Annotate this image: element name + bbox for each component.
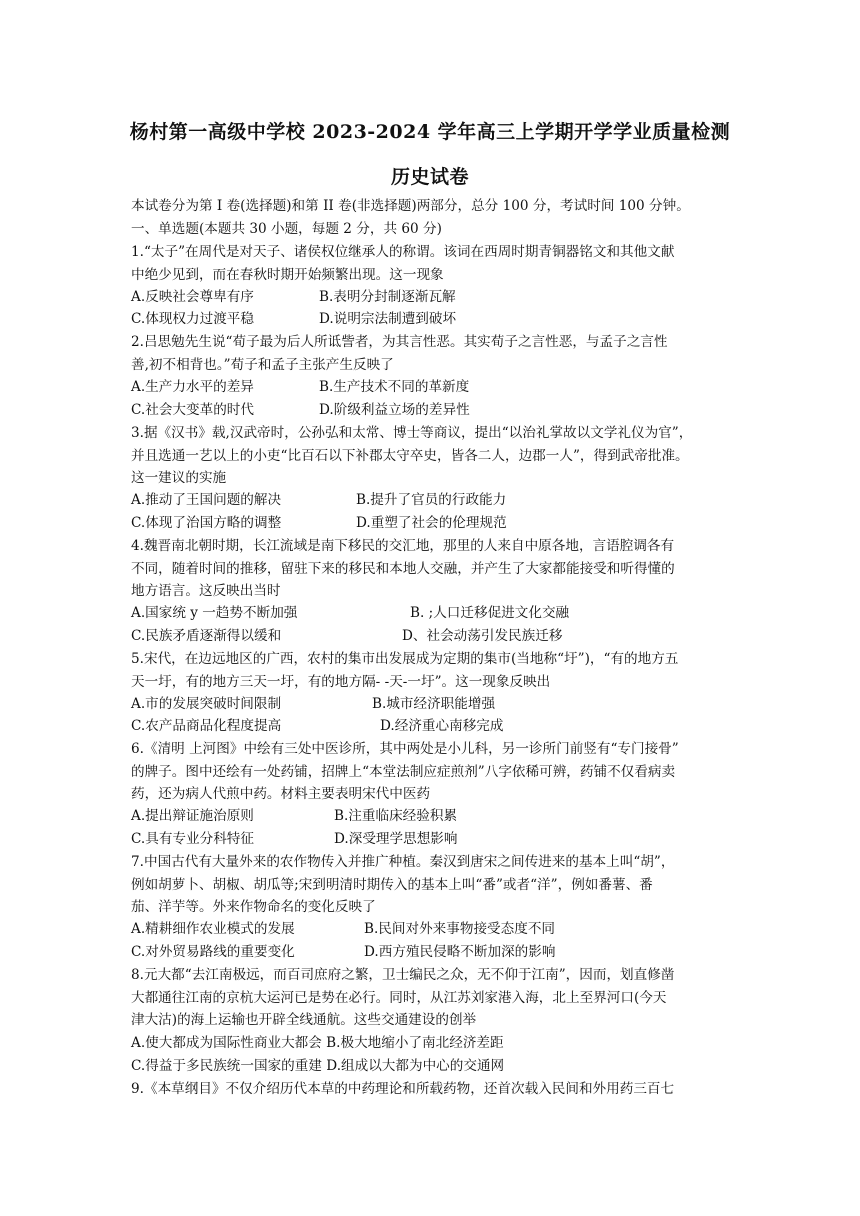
question-3-stem-line-1: 3.据《汉书》载,汉武帝时，公孙弘和太常、博士等商议，提出“以治礼掌故以文学礼仪为官”，	[131, 425, 693, 441]
question-3-stem-line-2: 并且选通一艺以上的小吏“比百石以下补郡太守卒史，皆各二人，边郡一人”，得到武帝批准。	[131, 448, 689, 464]
exam-subtitle: 历史试卷	[390, 166, 469, 188]
question-4-option-b: B. ;人口迁移促进文化交融	[410, 605, 570, 621]
question-4-stem-line-2: 不同，随着时间的推移，留驻下来的移民和本地人交融，并产生了大家都能接受和听得懂的	[131, 561, 675, 577]
question-4-stem-line-1: 4.魏晋南北朝时期，长江流域是南下移民的交汇地，那里的人来自中原各地，言语腔调各有	[131, 538, 675, 554]
question-6-option-c: C.具有专业分科特征	[131, 831, 254, 847]
question-2-option-c: C.社会大变革的时代	[131, 402, 254, 418]
question-8-stem-line-2: 大都通往江南的京杭大运河已是势在必行。同时，从江苏刘家港入海，北上至界河口(今天	[131, 990, 667, 1006]
question-4-option-c: C.民族矛盾逐渐得以缓和	[131, 628, 282, 644]
question-3-option-a: A.推动了王国问题的解决	[131, 492, 282, 508]
question-2-stem-line-1: 2.吕思勉先生说“荀子最为后人所诋訾者，为其言性恶。其实荀子之言性恶，与孟子之言性	[131, 334, 668, 350]
question-7-option-d: D.西方殖民侵略不断加深的影响	[364, 944, 556, 960]
question-1-option-d: D.说明宗法制遭到破坏	[319, 311, 457, 327]
question-6-option-b: B.注重临床经验积累	[334, 808, 458, 824]
question-3-option-d: D.重塑了社会的伦理规范	[356, 515, 507, 531]
question-2-option-d: D.阶级利益立场的差异性	[319, 402, 470, 418]
question-7-stem-line-2: 例如胡萝卜、胡椒、胡瓜等;宋到明清时期传入的基本上叫“番”或者“洋”，例如番薯、番	[131, 877, 653, 893]
question-4-option-d: D、社会动荡引发民族迁移	[402, 628, 563, 644]
question-8-stem-line-3: 津大沽)的海上运输也开辟全线通航。这些交通建设的创举	[131, 1012, 477, 1028]
question-8-options-line-2: C.得益于多民族统一国家的重建 D.组成以大都为中心的交通网	[131, 1058, 505, 1074]
question-4-stem-line-3: 地方语言。这反映出当时	[131, 583, 281, 599]
question-3-option-c: C.体现了治国方略的调整	[131, 515, 282, 531]
question-6-option-a: A.提出辩证施治原则	[131, 808, 254, 824]
question-2-stem-line-2: 善,初不相背也。”荀子和孟子主张产生反映了	[131, 357, 394, 373]
question-8-options-line-1: A.使大都成为国际性商业大都会 B.极大地缩小了南北经济差距	[131, 1035, 504, 1051]
question-5-option-c: C.农产品商品化程度提高	[131, 718, 282, 734]
section-heading: 一、单选题(本题共 30 小题，每题 2 分，共 60 分)	[131, 221, 442, 237]
question-7-option-c: C.对外贸易路线的重要变化	[131, 944, 295, 960]
question-7-option-a: A.精耕细作农业模式的发展	[131, 921, 295, 937]
question-6-stem-line-1: 6.《清明 上河图》中绘有三处中医诊所，其中两处是小儿科，另一诊所门前竖有“专门接骨”	[131, 741, 679, 757]
question-5-option-a: A.市的发展突破时间限制	[131, 696, 282, 712]
question-8-stem-line-1: 8.元大都“去江南极远，而百司庶府之繁，卫士编民之众，无不仰于江南”，因而，划直修凿	[131, 967, 675, 983]
question-1-stem-line-1: 1.“太子”在周代是对天子、诸侯权位继承人的称谓。该词在西周时期青铜器铭文和其他文献	[131, 244, 675, 260]
question-7-stem-line-1: 7.中国古代有大量外来的农作物传入并推广种植。秦汉到唐宋之间传进来的基本上叫“胡”，	[131, 854, 675, 870]
question-5-option-d: D.经济重心南移完成	[380, 718, 504, 734]
question-6-option-d: D.深受理学思想影响	[334, 831, 458, 847]
question-2-option-a: A.生产力水平的差异	[131, 379, 254, 395]
question-5-stem-line-2: 天一圩，有的地方三天一圩，有的地方隔- -天-一圩”。这一现象反映出	[131, 674, 551, 690]
question-1-option-b: B.表明分封制逐渐瓦解	[319, 289, 456, 305]
question-4-option-a: A.国家统 y 一趋势不断加强	[131, 605, 298, 621]
question-6-stem-line-2: 的牌子。图中还绘有一处药铺，招牌上“本堂法制应症煎剂”八字依稀可辨，药铺不仅看病卖	[131, 764, 676, 780]
question-3-option-b: B.提升了官员的行政能力	[356, 492, 507, 508]
exam-title: 杨村第一高级中学校 2023-2024 学年高三上学期开学学业质量检测	[129, 121, 731, 143]
question-1-stem-line-2: 中绝少见到，而在春秋时期开始频繁出现。这一现象	[131, 267, 444, 283]
question-5-stem-line-1: 5.宋代，在边远地区的广西，农村的集市出发展成为定期的集市(当地称“圩”)，“有的地方五	[131, 651, 679, 667]
intro-text: 本试卷分为第 I 卷(选择题)和第 II 卷(非选择题)两部分，总分 100 分，考试时间 100 分钟。	[131, 198, 690, 214]
question-9-stem-line-1: 9.《本草纲目》不仅介绍历代本草的中药理论和所载药物，还首次载入民间和外用药三百七	[131, 1081, 675, 1097]
question-7-stem-line-3: 茄、洋芋等。外来作物命名的变化反映了	[131, 899, 376, 915]
question-3-stem-line-3: 这一建议的实施	[131, 470, 227, 486]
question-7-option-b: B.民间对外来事物接受态度不同	[364, 921, 556, 937]
question-1-option-c: C.体现权力过渡平稳	[131, 311, 254, 327]
question-1-option-a: A.反映社会尊卑有序	[131, 289, 254, 305]
question-6-stem-line-3: 药，还为病人代煎中药。材料主要表明宋代中医药	[131, 786, 431, 802]
question-2-option-b: B.生产技术不同的革新度	[319, 379, 470, 395]
question-5-option-b: B.城市经济职能增强	[372, 696, 496, 712]
